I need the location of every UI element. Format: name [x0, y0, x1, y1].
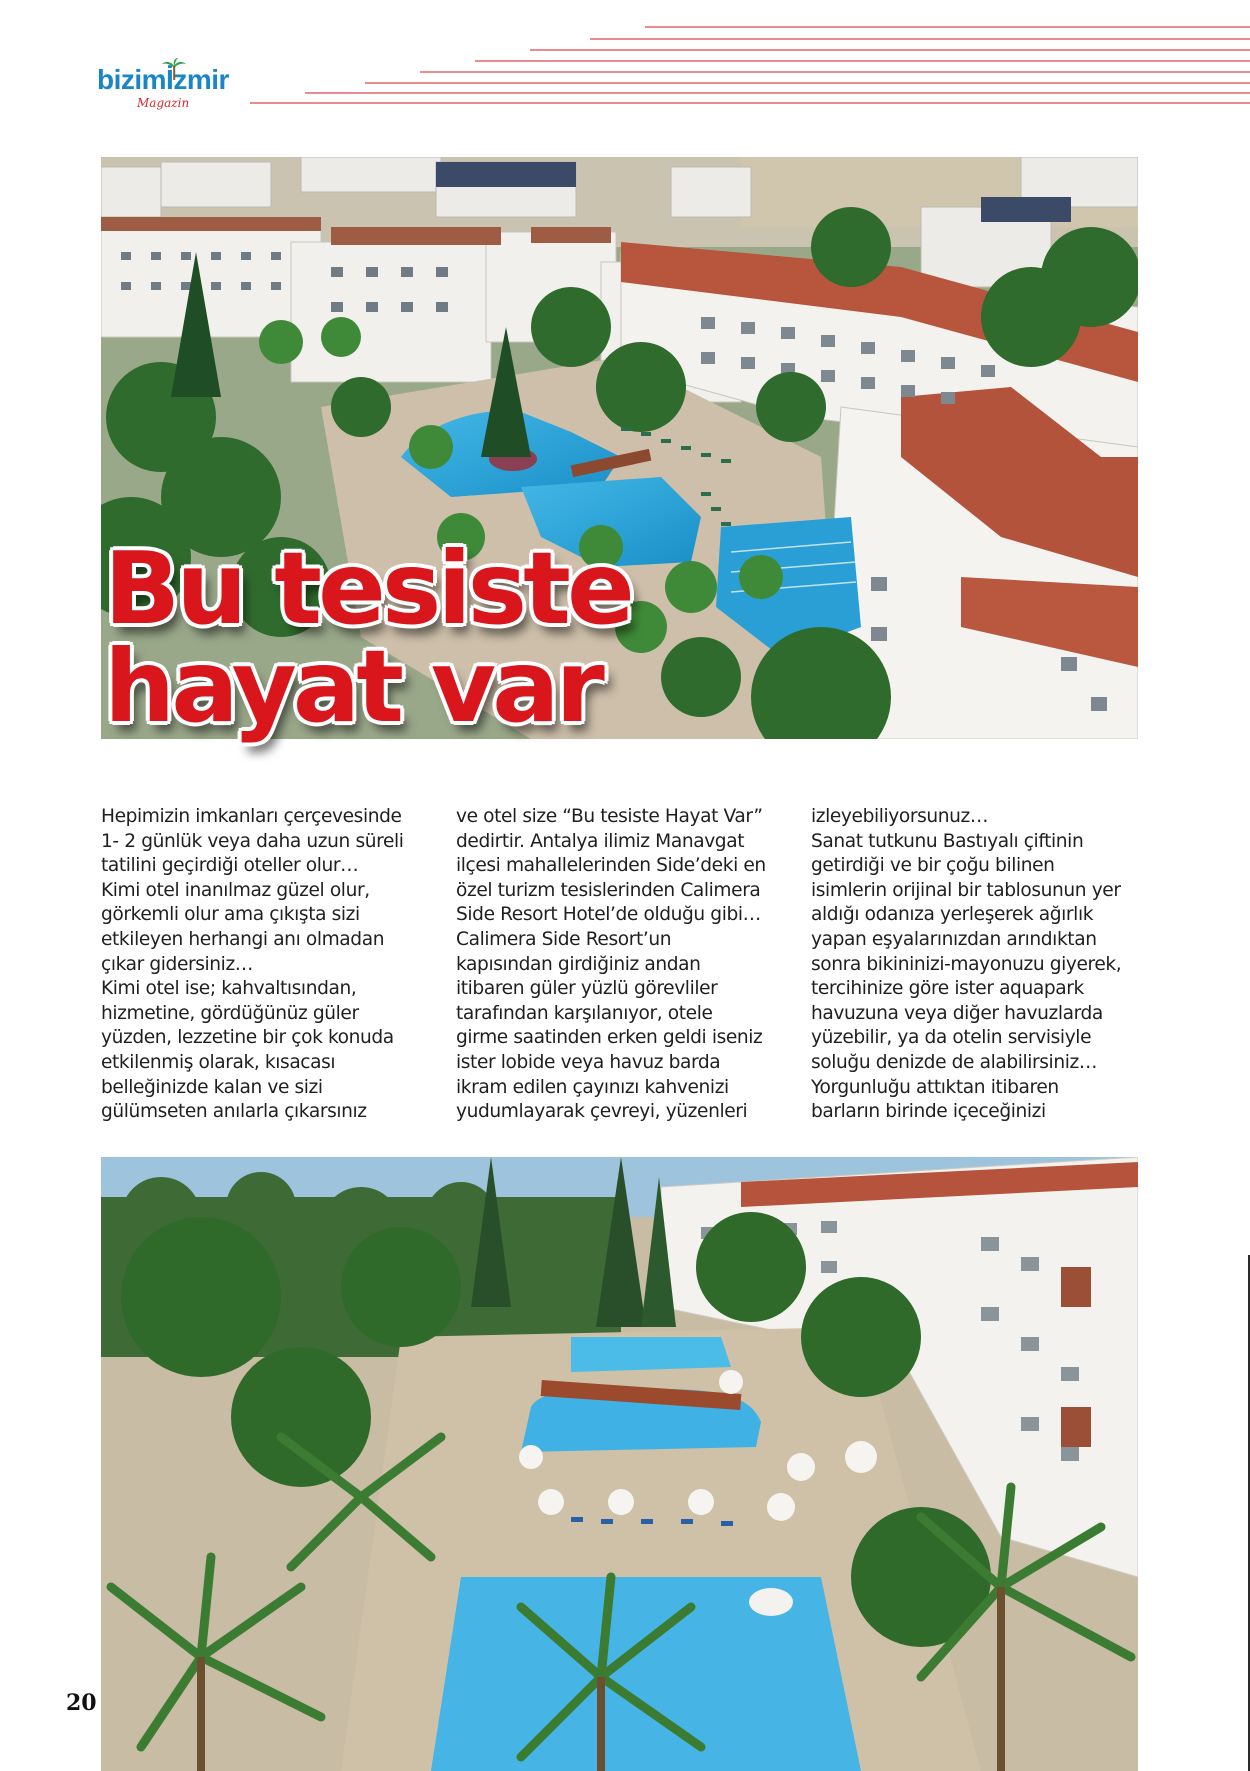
- text-line: çıkar gidersiniz…: [101, 953, 253, 975]
- text-line: aldığı odanıza yerleşerek ağırlık: [811, 904, 1094, 926]
- text-line: 1- 2 günlük veya daha uzun süreli: [101, 830, 404, 852]
- text-line: gülümseten anılarla çıkarsınız: [101, 1101, 367, 1123]
- resort-pools-photo: [101, 1157, 1138, 1771]
- text-line: Kimi otel inanılmaz güzel olur,: [101, 879, 370, 901]
- text-line: yüzden, lezzetine bir çok konuda: [101, 1027, 394, 1049]
- text-line: izleyebiliyorsunuz…: [811, 806, 989, 827]
- text-line: tatilini geçirdiği oteller olur…: [101, 855, 359, 877]
- text-line: barların birinde içeceğinizi: [811, 1101, 1046, 1123]
- logo-wordmark: bizimİzmir: [97, 64, 229, 95]
- article-headline: [104, 530, 631, 745]
- text-line: ve otel size “Bu tesiste Hayat Var”: [456, 806, 763, 827]
- text-line: tarafından karşılanıyor, otele: [456, 1002, 713, 1024]
- text-line: görkemli olur ama çıkışta sizi: [101, 904, 360, 926]
- text-line: girme saatinden erken geldi iseniz: [456, 1027, 763, 1049]
- magazine-logo[interactable]: [97, 58, 247, 114]
- text-line: Hepimizin imkanları çerçevesinde: [101, 806, 402, 827]
- text-line: Side Resort Hotel’de olduğu gibi…: [456, 904, 761, 926]
- page-number: 20: [66, 1690, 97, 1716]
- text-line: yapan eşyalarınızdan arındıktan: [811, 928, 1097, 950]
- text-line: soluğu denizde de alabilirsiniz…: [811, 1051, 1098, 1073]
- text-line: ister lobide veya havuz barda: [456, 1051, 721, 1073]
- text-line: ikram edilen çayınızı kahvenizi: [456, 1076, 729, 1098]
- article-column-3: [811, 805, 1143, 1125]
- text-line: etkilenmiş olarak, kısacası: [101, 1051, 336, 1073]
- text-line: kapısından girdiğiniz andan: [456, 953, 701, 975]
- text-line: özel turizm tesislerinden Calimera: [456, 879, 761, 901]
- text-line: yudumlayarak çevreyi, yüzenleri: [456, 1101, 748, 1123]
- logo-subtitle: Magazin: [137, 96, 190, 110]
- text-line: itibaren güler yüzlü görevliler: [456, 978, 718, 1000]
- text-line: hizmetine, gördüğünüz güler: [101, 1002, 359, 1024]
- text-line: Kimi otel ise; kahvaltısından,: [101, 978, 357, 1000]
- article-column-2: [456, 805, 788, 1125]
- text-line: havuzuna veya diğer havuzlarda: [811, 1002, 1103, 1024]
- headline-line-1: Bu tesiste: [104, 530, 631, 647]
- text-line: getirdiği ve bir çoğu bilinen: [811, 855, 1055, 877]
- text-line: isimlerin orijinal bir tablosunun yer: [811, 879, 1121, 901]
- text-line: ilçesi mahallelerinden Side’deki en: [456, 855, 766, 877]
- text-line: Calimera Side Resort’un: [456, 928, 672, 950]
- text-line: dedirtir. Antalya ilimiz Manavgat: [456, 830, 745, 852]
- text-line: sonra bikininizi-mayonuzu giyerek,: [811, 953, 1122, 975]
- text-line: Sanat tutkunu Bastıyalı çiftinin: [811, 830, 1084, 852]
- text-line: belleğinizde kalan ve sizi: [101, 1076, 323, 1098]
- text-line: Yorgunluğu attıktan itibaren: [811, 1076, 1059, 1098]
- text-line: yüzebilir, ya da otelin servisiyle: [811, 1027, 1092, 1049]
- headline-line-2: hayat var: [104, 628, 601, 745]
- text-line: etkileyen herhangi anı olmadan: [101, 928, 385, 950]
- article-column-1: [101, 805, 433, 1125]
- text-line: tercihinize göre ister aquapark: [811, 978, 1084, 1000]
